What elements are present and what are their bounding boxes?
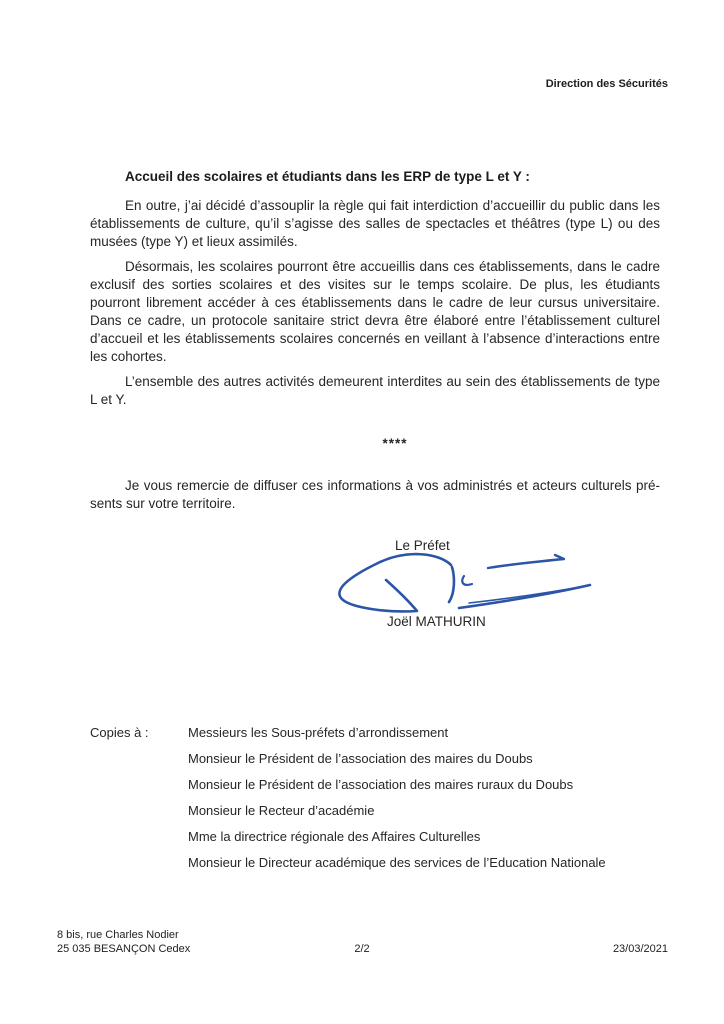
copies-item: Messieurs les Sous-préfets d’arrondissement xyxy=(188,725,449,740)
footer-page-number: 2/2 xyxy=(354,943,370,955)
letter-heading: Accueil des scolaires et étudiants dans les ERP de type L et Y : xyxy=(125,169,530,184)
signature-name: Joël MATHURIN xyxy=(387,614,486,629)
letter-body xyxy=(90,168,660,520)
copies-item: Monsieur le Président de l’association des maires du Doubs xyxy=(188,751,533,766)
signature-title: Le Préfet xyxy=(395,538,450,553)
paragraph-3: L’ensemble des autres activités demeurent interdites au sein des établissements de type L et Y. xyxy=(90,374,660,407)
copies-item: Mme la directrice régionale des Affaires Culturelles xyxy=(188,829,481,844)
copies-item: Monsieur le Recteur d’académie xyxy=(188,803,375,818)
copies-label: Copies à : xyxy=(90,725,149,740)
paragraph-2: Désormais, les scolaires pourront être accueillis dans ces établissements, dans le cadre exclusif des sorties scolaires et des visites sur le temps scolaire. De plus, les étudiants pourront librement accéder à ces établissements dans le cadre de leur cursus universitaire. Dans ce cadre, un protocole sanitaire strict devra être élaboré entre l’établissement culturel d’accueil et les établissements scolaires concernés en veillant à l’absence d’interactions entre les cohortes. xyxy=(90,259,660,364)
stars-separator: **** xyxy=(382,436,408,451)
copies-list xyxy=(188,720,606,876)
footer-date: 23/03/2021 xyxy=(612,943,668,955)
paragraph-1: En outre, j’ai décidé d’assouplir la règle qui fait interdiction d’accueillir du public dans les établissements de culture, qu’il s’agisse des salles de spectacles et théâtres (type L) ou des musées (type Y) et lieux assimilés. xyxy=(90,198,660,249)
copies-item: Monsieur le Président de l’association des maires ruraux du Doubs xyxy=(188,777,574,792)
closing-paragraph: Je vous remercie de diffuser ces informations à vos administrés et acteurs culturels pré-sents sur votre territoire. xyxy=(90,478,660,511)
signature-ink xyxy=(331,551,593,615)
direction-header: Direction des Sécurités xyxy=(545,78,668,90)
copies-item: Monsieur le Directeur académique des services de l’Education Nationale xyxy=(188,855,606,870)
footer-address-line1: 8 bis, rue Charles Nodier xyxy=(57,929,179,941)
copies-section xyxy=(90,720,606,876)
footer-address-line2: 25 035 BESANÇON Cedex xyxy=(57,942,191,955)
